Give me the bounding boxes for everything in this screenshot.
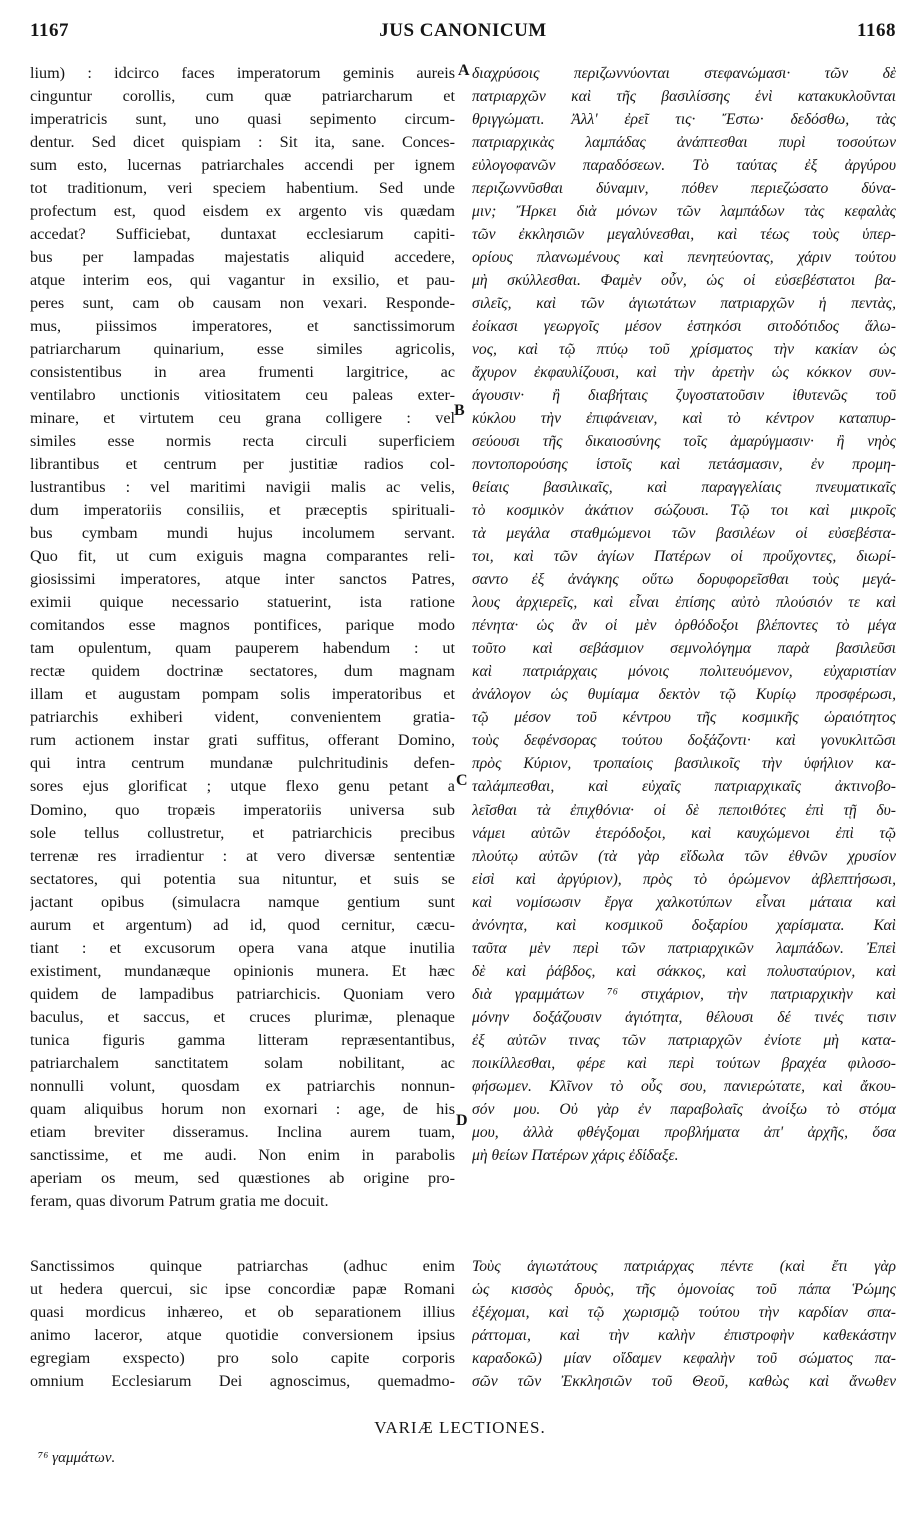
text-line: quidem de lampadibus patriarchicis. Quoniam vero	[30, 984, 455, 1003]
text-line: καὶ πατριάρχαις μόνοις πολιτευόμενον, εὐχαριστίαν	[472, 663, 896, 681]
margin-letter-a: A	[458, 62, 470, 79]
text-line: μόνην δοξάζουσιν ἁγιότητα, θέλουσι δέ τινές τισιν	[472, 1008, 896, 1026]
text-line: peres sunt, cam ob causam non vexari. Responde-	[30, 294, 455, 313]
text-line: minare, et virtutem ceu grana colligere : vel	[30, 409, 455, 428]
text-line: θριγγώματι. Ἀλλ' ἐρεῖ τις· Ἔστω· δεδόσθω, τὰς	[472, 111, 896, 129]
text-line: omnium Ecclesiarum Dei agnoscimus, quemadmo-	[30, 1372, 455, 1391]
text-line: feram, quas divorum Patrum gratia me docuit.	[30, 1191, 329, 1210]
text-line: etiam breviter disseramus. Inclina aurem tuam,	[30, 1122, 455, 1141]
footnote: ⁷⁶ γαμμάτων.	[38, 1450, 116, 1466]
text-line: κύκλου τὴν ἐπιφάνειαν, καὶ τὸ κέντρον καταπυρ-	[472, 410, 896, 428]
text-line: λους ἀρχιερεῖς, καὶ εἶναι ἐπίσης αὐτὸ πλούσιόν τε καὶ	[472, 594, 896, 612]
text-line: jactant opibus (simulacra namque gentium sunt	[30, 892, 455, 911]
text-line: bus cymbam mundi hujus incolumem servant.	[30, 524, 455, 543]
text-line: τῷ μέσον τοῦ κέντρου τῆς κοσμικῆς ὡραιότητος	[472, 709, 896, 727]
text-line: patriarcharum quinarium, esse similes agricolis,	[30, 340, 455, 359]
text-line: σεύουσι τῆς δικαιοσύνης τοῖς ἀμαρύγμασιν· ἢ νηὸς	[472, 433, 896, 451]
text-line: Quo fit, ut cum exiguis magna comparantes reli-	[30, 547, 455, 566]
text-line: τὰ μεγάλα σταθμώμενοι τῶν βασιλέων οἱ εὐσεβέστα-	[472, 525, 896, 543]
text-line: egregiam exspecto) pro solo capite corporis	[30, 1349, 455, 1368]
text-line: τὸ κοσμικὸν ἀκάτιον σώζουσι. Τῷ τοι καὶ μικροῖς	[472, 502, 896, 520]
text-line: ἄχυρον ἐκφαυλίζουσι, καὶ τὴν ἀρετὴν ὡς κόκκον συν-	[472, 364, 896, 382]
text-line: tam opulentum, quam pauperem habendum : ut	[30, 639, 455, 658]
text-line: nonnulli volunt, quosdam ex patriarchis nonnun-	[30, 1076, 455, 1095]
text-line: εἰσὶ καὶ ἀργύριον), πρὸς τὸ ὁρώμενον ἀβλεπτήσωσι,	[472, 870, 896, 888]
variae-lectiones-heading: VARIÆ LECTIONES.	[374, 1418, 546, 1437]
text-line: ἐξ αὐτῶν τινας τῶν πατριαρχῶν ἐνίοτε μὴ κατα-	[472, 1031, 896, 1049]
text-line: πρὸς Κύριον, τροπαίοις βασιλικοῖς τὴν ὑφήλιον κα-	[472, 755, 896, 773]
text-line: ἐοίκασι γεωργοῖς μέσον ἑστηκόσι σιτοδότιδος ἅλω-	[472, 318, 896, 336]
running-title: JUS CANONICUM	[379, 20, 547, 41]
text-line: aurum et argentum) ad id, quod cernitur, cæcu-	[30, 915, 455, 934]
text-line: σιλεῖς, καὶ τῶν ἁγιωτάτων πατριαρχῶν ἡ πεντὰς,	[472, 295, 896, 313]
text-line: πατριαρχῶν καὶ τῆς βασιλίσσης ἑνὶ κατακυκλοῦνται	[472, 88, 896, 106]
text-line: ut hedera quercui, sic ipse concordiæ papæ Romani	[30, 1280, 455, 1299]
text-line: διὰ γραμμάτων ⁷⁶ στιχάριον, τὴν πατριαρχικὴν καὶ	[472, 985, 896, 1003]
text-line: τοι, καὶ τῶν ἁγίων Πατέρων οἱ προὔχοντες, διωρί-	[472, 548, 896, 566]
text-line: imperatricis sunt, uno quasi sepimento circum-	[30, 110, 455, 129]
text-line: tunica figuris gamma litteram repræsentantibus,	[30, 1030, 455, 1049]
text-line: νάμει αὐτῶν ἑτερόδοξοι, καὶ καυχώμενοι ἐπὶ τῷ	[472, 824, 896, 842]
text-line: comitandos esse magnos pontifices, parique modo	[30, 616, 455, 635]
text-line: dum imperatoriis consiliis, et præceptis spirituali-	[30, 501, 455, 520]
greek-column	[472, 62, 896, 1167]
text-line: τοὺς δεφένσορας τούτου δοξάζοντι· καὶ γονυκλιτῶσι	[472, 732, 896, 750]
text-line: profectum est, quod eisdem ex argento vis quædam	[30, 202, 455, 221]
text-line: ποντοπορούσης ἱστοῖς καὶ πετάσμασιν, ἐν προμη-	[472, 456, 896, 474]
text-line: ἀνάλογον ὡς θυμίαμα δεκτὸν τῷ Κυρίῳ προσφέρωσι,	[472, 686, 896, 704]
text-line: qui intra centrum mundanæ pulchritudinis defen-	[30, 754, 455, 773]
margin-letter-c: C	[456, 772, 468, 789]
text-line: terrenæ res irradientur : at vero diversæ sententiæ	[30, 846, 455, 865]
text-line: consistentibus in area frumenti largitrice, ac	[30, 363, 455, 382]
text-line: δὲ καὶ ῥάβδος, καὶ σάκκος, καὶ πολυσταύριον, καὶ	[472, 962, 896, 980]
text-line: animo laceror, atque quotidie conversionem ipsius	[30, 1326, 455, 1345]
text-line: aperiam os meum, sed quæstiones ab origine pro-	[30, 1168, 455, 1187]
text-line: quam aliquibus horum non exornari : age, de his	[30, 1099, 455, 1118]
text-line: πένητα· ὡς ἂν οἱ μὲν ὀρθόδοξοι βλέποντες τὸ μέγα	[472, 617, 896, 635]
text-line: eximii quique necessario statuerint, ista ratione	[30, 593, 455, 612]
page-header	[30, 20, 896, 52]
text-line: Τοὺς ἁγιωτάτους πατριάρχας πέντε (καὶ ἔτι γὰρ	[472, 1258, 896, 1275]
text-line: περιζωννῦσθαι δύναμιν, πόθεν περιεζώσατο δύνα-	[472, 180, 896, 198]
text-line: bus per lampadas majestatis aliquid accedere,	[30, 248, 455, 267]
text-line: lium) : idcirco faces imperatorum geminis aureis	[30, 64, 455, 82]
text-line: καραδοκῶ) μίαν οἴδαμεν κεφαλὴν τοῦ σώματος πα-	[472, 1350, 896, 1368]
text-line: μιν; Ἤρκει διὰ μόνων τῶν λαμπάδων τὰς κεφαλὰς	[472, 203, 896, 221]
latin-column-continued	[30, 1255, 455, 1393]
text-line: sum esto, lucernas patriarchales accendi per ignem	[30, 156, 455, 175]
text-line: sectatores, qui potentia sua nituntur, et suis se	[30, 869, 455, 888]
margin-letter-d: D	[456, 1112, 468, 1129]
text-line: librantibus et centrum per justitiæ radios col-	[30, 455, 455, 474]
text-line: πλούτῳ αὐτῶν (τὰ γὰρ εἴδωλα τῶν ἐθνῶν χρυσίον	[472, 847, 896, 865]
text-line: ἀνόνητα, καὶ κοσμικοῦ δοξαρίου χαρίσματα. Καὶ	[472, 916, 896, 934]
text-line: ταῦτα μὲν περὶ τῶν πατριαρχικῶν λαμπάδων. Ἐπεὶ	[472, 939, 896, 957]
text-line: φήσωμεν. Κλῖνον τὸ οὖς σου, πανιερώτατε, καὶ ἄκου-	[472, 1077, 896, 1095]
text-line: giosissimi imperatores, atque inter sanctos Patres,	[30, 570, 455, 589]
text-line: rum actionem instar grati suffitus, offerant Domino,	[30, 731, 455, 750]
text-line: mus, piissimos imperatores, et sanctissimorum	[30, 317, 455, 336]
text-line: quasi mordicus inhæreo, et ob separationem illius	[30, 1303, 455, 1322]
greek-column-continued	[472, 1255, 896, 1393]
text-line: accedat? Sufficiebat, duntaxat ecclesiarum capiti-	[30, 225, 455, 244]
text-line: σαντο ἐξ ἀνάγκης οὕτω δορυφορεῖσθαι τοὺς μεγά-	[472, 571, 896, 589]
latin-column	[30, 62, 455, 1213]
text-line: patriarchalem sanctitatem solam nobilitant, ac	[30, 1053, 455, 1072]
text-line: σῶν τῶν Ἐκκλησιῶν τοῦ Θεοῦ, καθὼς καὶ ἄνωθεν	[472, 1373, 896, 1391]
text-line: διαχρύσοις περιζωννύονται στεφανώμασι· τῶν δὲ	[472, 65, 896, 82]
text-line: atque interim eos, qui vagantur in exsilio, et pau-	[30, 271, 455, 290]
text-line: sores ejus glorificat ; utque flexo genu petant a	[30, 777, 455, 796]
text-line: ποικίλλεσθαι, φέρε καὶ περὶ τούτων βραχέα φιλοσο-	[472, 1054, 896, 1072]
text-line: εὐλογοφανῶν παραδόσεων. Τὸ ταύτας ἐξ ἀργύρου	[472, 157, 896, 175]
text-line: καὶ νομίσωσιν ἔργα χαλκοτύπων εἶναι μάταια καὶ	[472, 893, 896, 911]
left-page-number: 1167	[30, 20, 69, 41]
text-line: ράττομαι, καὶ τὴν καλὴν ἐπιστροφὴν καθεκάστην	[472, 1327, 896, 1345]
margin-letter-b: B	[454, 402, 465, 419]
right-page-number: 1168	[857, 20, 896, 41]
text-line: λεῖσθαι τὰ ἐπιχθόνια· οἱ δὲ πεποιθότες ἐπὶ τῇ δυ-	[472, 801, 896, 819]
text-line: lustrantibus : vel maritimi navigii malis ac velis,	[30, 478, 455, 497]
text-line: νος, καὶ τῷ πτύῳ τοῦ χρίσματος τὴν κακίαν ὡς	[472, 341, 896, 359]
text-line: ὡς κισσὸς δρυὸς, τῆς ὁμονοίας τοῦ πάπα Ῥώμης	[472, 1281, 896, 1299]
text-line: άγουσιν· ἢ διαβήταις ζυγοστατοῦσιν ἰθυτενῶς τοῦ	[472, 387, 896, 405]
text-line: τοῦτο καὶ σεβάσμιον σεμνολόγημα παρὰ βασιλεῦσι	[472, 640, 896, 658]
text-line: baculus, et saccus, et cruces plurimæ, plenaque	[30, 1007, 455, 1026]
text-line: μου, ἀλλὰ φθέγξομαι προβλήματα ἀπ' ἀρχῆς, ὅσα	[472, 1123, 896, 1141]
text-line: similes esse normis recta circuli superficiem	[30, 432, 455, 451]
text-line: patriarchis exhiberi vident, convenientem gratia-	[30, 708, 455, 727]
text-line: sole tellus collustretur, et patriarchicis precibus	[30, 823, 455, 842]
text-line: sanctissime, et me audi. Non enim in parabolis	[30, 1145, 455, 1164]
text-line: tot traditionum, veri speciem habentium. Sed unde	[30, 179, 455, 198]
text-line: πατριαρχικὰς λαμπάδας ἀνάπτεσθαι πυρὶ τοσούτων	[472, 134, 896, 152]
text-line: tiant : et excusorum opera vana atque inutilia	[30, 938, 455, 957]
text-line: Sanctissimos quinque patriarchas (adhuc enim	[30, 1257, 455, 1275]
text-line: μὴ σκύλλεσθαι. Φαμὲν οὖν, ὡς οἱ εὐσεβέστατοι βα-	[472, 272, 896, 290]
text-line: cinguntur corollis, cum quæ patriarcharum et	[30, 87, 455, 106]
text-line: existiment, mundanæque opinionis munera. Et hæc	[30, 961, 455, 980]
text-line: σόν μου. Οὐ γὰρ ἐν παραβολαῖς ἀνοίξω τὸ στόμα	[472, 1100, 896, 1118]
text-line: rectæ quidem doctrinæ sectatores, dum magnam	[30, 662, 455, 681]
text-line: ventilabro unctionis vitiositatem ceu paleas exter-	[30, 386, 455, 405]
text-line: ταλάμπεσθαι, καὶ εὐχαῖς πατριαρχικαῖς ἀκτινοβο-	[472, 778, 896, 796]
text-line: Domino, quo tropæis imperatoriis universa sub	[30, 800, 455, 819]
text-line: illam et augustam pompam solis imperatoribus et	[30, 685, 455, 704]
text-line: μὴ θείων Πατέρων χάρις ἐδίδαξε.	[472, 1146, 679, 1164]
text-line: ορίους πλανωμένους καὶ πενητεύοντας, χάριν τούτου	[472, 249, 896, 267]
text-line: τῶν ἐκκλησιῶν μεγαλύνεσθαι, καὶ τέως τοὺς ὑπερ-	[472, 226, 896, 244]
text-line: ἐξέχομαι, καὶ τῷ χωρισμῷ τούτου τὴν καρδίαν σπα-	[472, 1304, 896, 1322]
text-line: θείαις βασιλικαῖς, καὶ παραγγελίαις πνευματικαῖς	[472, 479, 896, 497]
text-line: dentur. Sed dicet quispiam : Sit ita, sane. Conces-	[30, 133, 455, 152]
